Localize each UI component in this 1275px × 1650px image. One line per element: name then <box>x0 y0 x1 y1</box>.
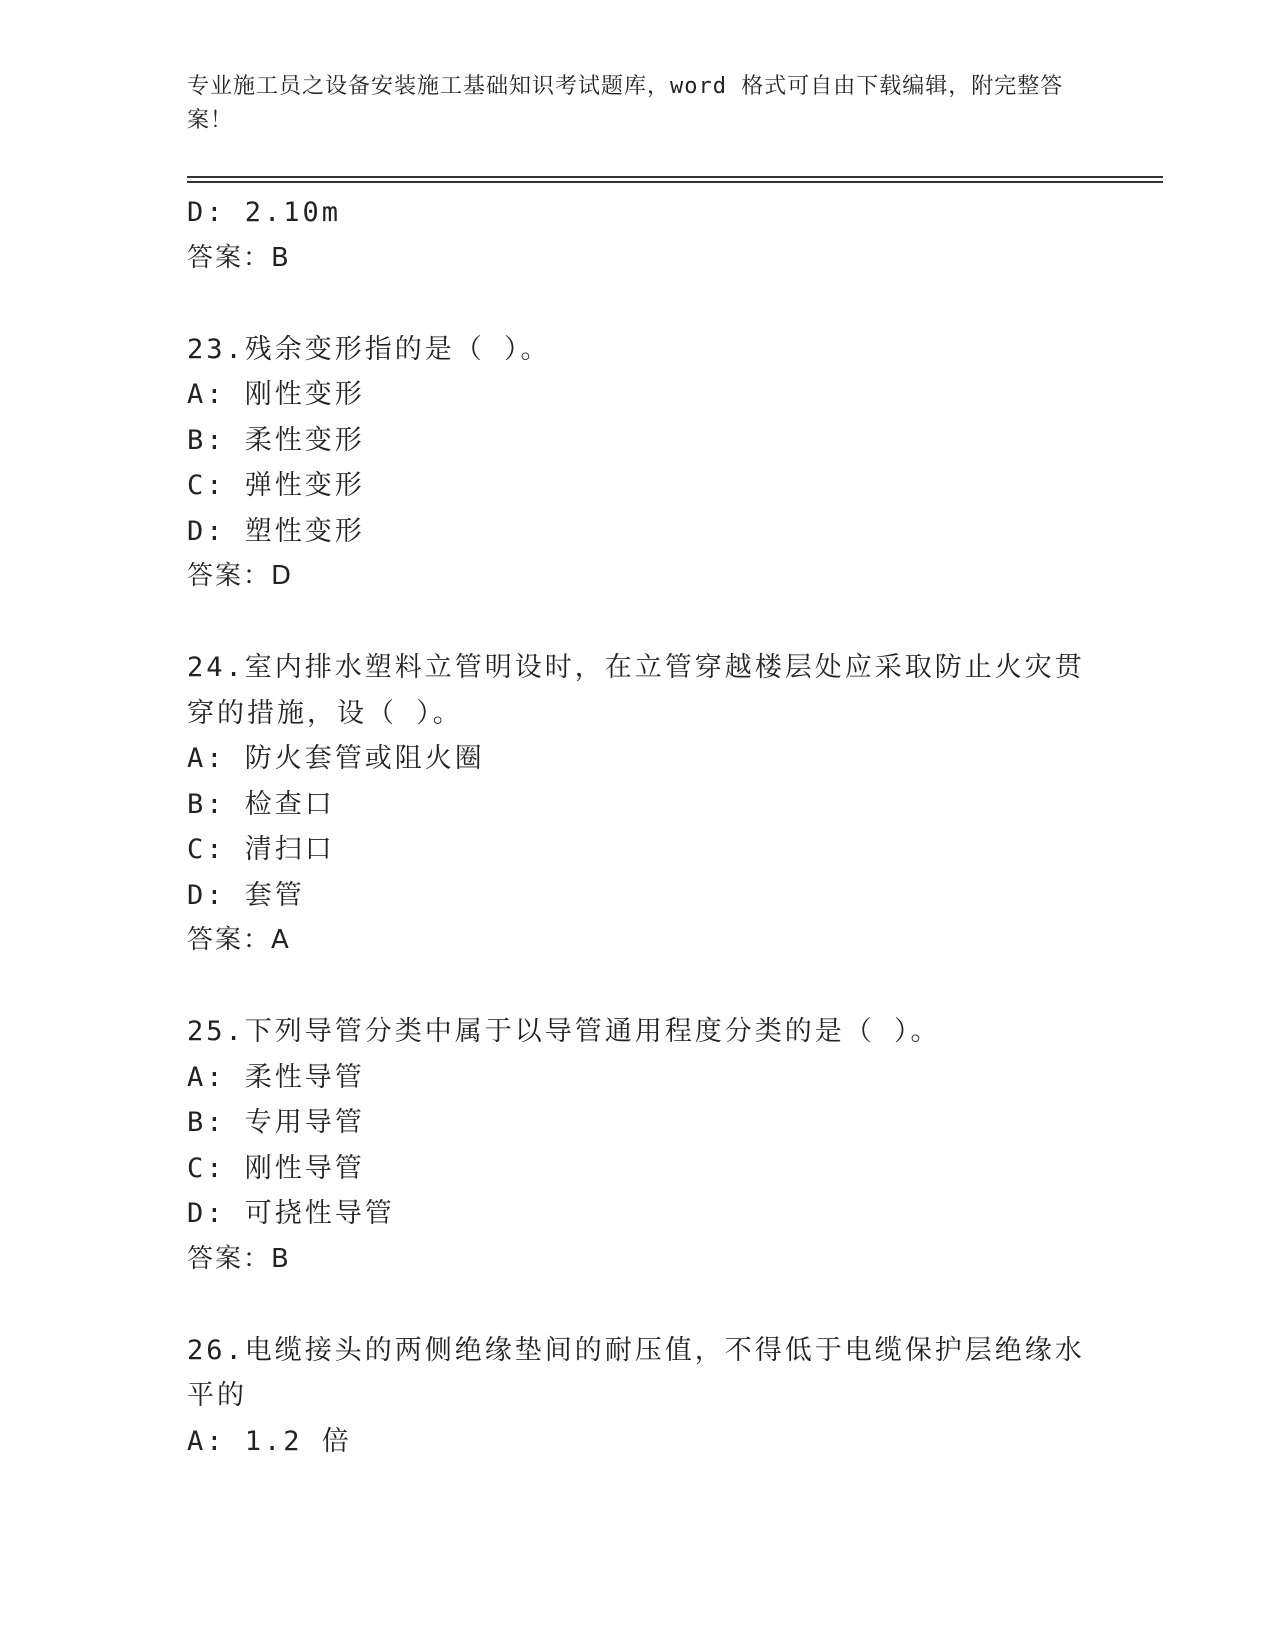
option-c: C: 刚性导管 <box>187 1152 365 1184</box>
question-23 <box>187 327 1087 600</box>
question-24 <box>187 645 1087 964</box>
option-a: A: 柔性导管 <box>187 1061 365 1093</box>
header-divider-bottom <box>187 181 1163 183</box>
document-header: 专业施工员之设备安装施工基础知识考试题库，word 格式可自由下载编辑，附完整答案！ <box>187 74 1064 133</box>
option-b: B: 柔性变形 <box>187 424 365 456</box>
question-25 <box>187 1009 1087 1282</box>
spacer <box>187 964 1087 1010</box>
option-c: C: 清扫口 <box>187 834 335 865</box>
question-text: 25.下列导管分类中属于以导管通用程度分类的是（ ）。 <box>187 1016 941 1047</box>
option-d: D: 2.10m <box>187 197 342 228</box>
option-d: D: 套管 <box>187 879 305 911</box>
option-d: D: 塑性变形 <box>187 515 365 547</box>
option-a: A: 1.2 倍 <box>187 1425 352 1457</box>
header-divider-top <box>187 176 1163 178</box>
answer: 答案：D <box>187 561 294 591</box>
spacer <box>187 600 1087 646</box>
question-content <box>187 190 1087 1464</box>
question-text: 26.电缆接头的两侧绝缘垫间的耐压值，不得低于电缆保护层绝缘水平的 <box>187 1334 1085 1411</box>
option-b: B: 检查口 <box>187 788 335 820</box>
option-a: A: 刚性变形 <box>187 379 365 410</box>
question-text: 24.室内排水塑料立管明设时，在立管穿越楼层处应采取防止火灾贯穿的措施，设（ ）。 <box>187 652 1085 729</box>
answer: 答案：B <box>187 242 291 273</box>
answer: 答案：A <box>187 925 291 955</box>
option-d: D: 可挠性导管 <box>187 1198 395 1229</box>
question-text: 23.残余变形指的是（ ）。 <box>187 333 551 365</box>
spacer <box>187 1282 1087 1328</box>
spacer <box>187 281 1087 327</box>
option-a: A: 防火套管或阻火圈 <box>187 743 485 774</box>
answer: 答案：B <box>187 1243 291 1274</box>
question-26 <box>187 1328 1087 1465</box>
option-b: B: 专用导管 <box>187 1107 365 1138</box>
option-c: C: 弹性变形 <box>187 470 365 501</box>
